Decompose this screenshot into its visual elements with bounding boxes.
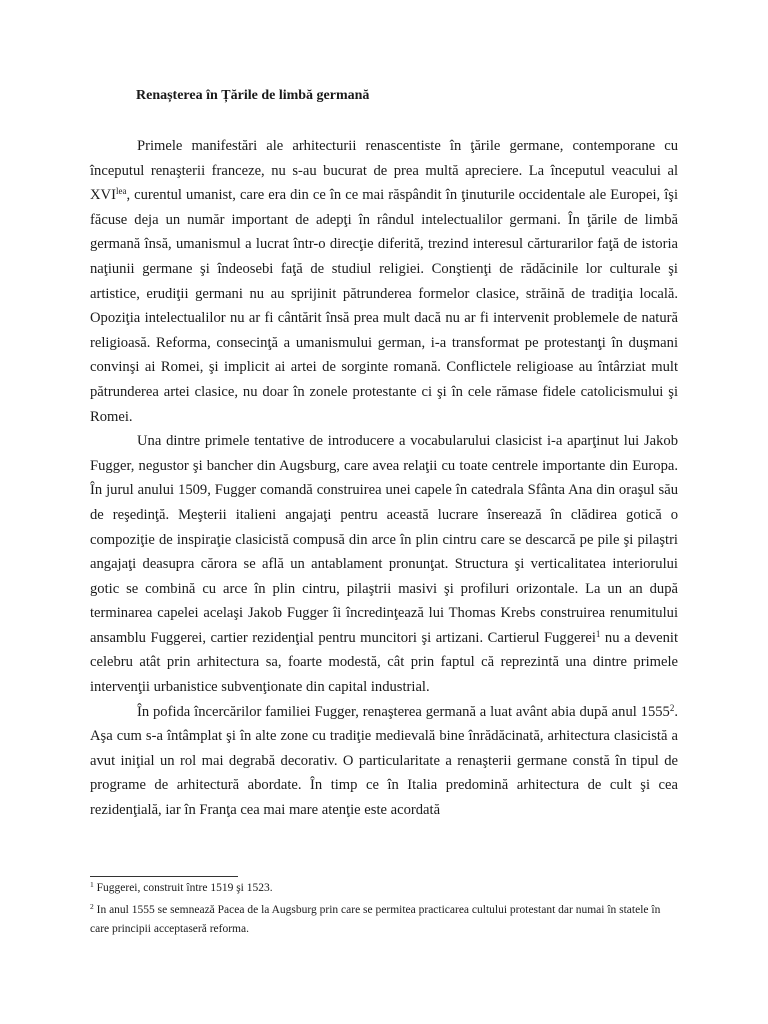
body-text — [90, 134, 678, 823]
paragraph-2-text-a: Una dintre primele tentative de introducere a vocabularului clasicist i-a aparţinut lui Jakob Fugger, negustor şi bancher din Augsburg, care avea relaţii cu toate centrele importante din Europa. În jurul anului 1509, Fugger comandă construirea unei capele în catedrala Sfânta Ana din oraşul său de reşedinţă. Meşterii italieni angajaţi pentru această lucrare înserează în clădirea gotică o compoziţie de inspiraţie clasicistă compusă din arce în plin cintru care se descarcă pe pile şi pilaştri angajaţi deasupra cărora se află un antablament pronunţat. Structura şi verticalitatea interiorului gotic se combină cu arce în plin cintru, pilaştrii masivi şi profiluri orizontale. La un an după terminarea capelei acelaşi Jakob Fugger îi încredinţează lui Thomas Krebs construirea renumitului ansamblu Fuggerei, cartier rezidenţial pentru muncitori şi artizani. Cartierul Fuggerei — [90, 433, 678, 646]
footnote-1-text: Fuggerei, construit între 1519 şi 1523. — [93, 882, 273, 894]
paragraph-1-text-b: , curentul umanist, care era din ce în ce mai răspândit în ţinuturile occidentale ale Europei, îşi făcuse deja un număr important de adepţi în rândul intelectualilor germani. În ţările de limbă germană însă, umanismul a lucrat într-o direcţie diferită, trezind interesul cărturarilor faţă de istoria naţiunii germane şi îndeosebi faţă de studiul religiei. Conştienţi de rădăcinile lor culturale şi artistice, erudiţii germani nu au sprijinit pătrunderea formelor clasice, străină de tradiţia locală. Opoziţia intelectualilor nu ar fi cântărit însă prea mult dacă nu ar fi intervenit problemele de natură religioasă. Reforma, consecinţă a umanismului german, i-a transformat pe protestanţi în duşmani convinşi ai Romei, şi implicit ai artei de sorginte romană. Conflictele religioase au întârziat mult pătrunderea artei clasice, nu doar în zonele protestante ci şi în cele rămase fidele catolicismului şi Romei. — [90, 187, 678, 425]
footnote-ref-1[interactable]: 1 — [595, 628, 601, 639]
footnote-1 — [90, 879, 678, 898]
paragraph-3-text-b: . Aşa cum s-a întâmplat şi în alte zone cu tradiţie medievală bine înrădăcinată, arhitectura clasicistă a avut iniţial un rol mai degrabă decorativ. O particularitate a renaşterii germane constă în tipul de programe de arhitectură abordate. În timp ce în Italia predomină arhitectura de cult şi cea rezidenţială, iar în Franţa cea mai mare atenţie este acordată — [90, 703, 678, 819]
footnote-2-text: In anul 1555 se semnează Pacea de la Augsburg prin care se permitea practicarea cultului protestant dar numai în statele în care principii acceptaseră reforma. — [90, 904, 661, 935]
paragraph-1 — [90, 134, 678, 429]
paragraph-3-text-a: În pofida încercărilor familiei Fugger, renaşterea germană a luat avânt abia după anul 1555 — [137, 703, 670, 720]
paragraph-2 — [90, 429, 678, 700]
footnotes — [90, 879, 678, 942]
page-title: Renașterea în Țările de limbă germană — [136, 88, 370, 103]
footnote-separator — [90, 876, 238, 877]
paragraph-3 — [90, 700, 678, 823]
footnote-2-mark: 2 — [90, 902, 94, 911]
footnote-2 — [90, 901, 678, 939]
footnote-1-mark: 1 — [90, 880, 94, 889]
paragraph-2-text-b: nu a devenit celebru atât prin arhitectura sa, foarte modestă, cât prin faptul că reprezintă una dintre primele intervenţii urbanistice subvenţionate din capital industrial. — [90, 629, 678, 696]
century-suffix: lea — [115, 186, 127, 197]
paragraph-1-text-a: Primele manifestări ale arhitecturii renascentiste în ţările germane, contemporane cu începutul renaşterii franceze, nu s-au bucurat de prea multă apreciere. La începutul veacului al XVI — [90, 138, 678, 204]
footnote-ref-2[interactable]: 2 — [669, 702, 675, 713]
